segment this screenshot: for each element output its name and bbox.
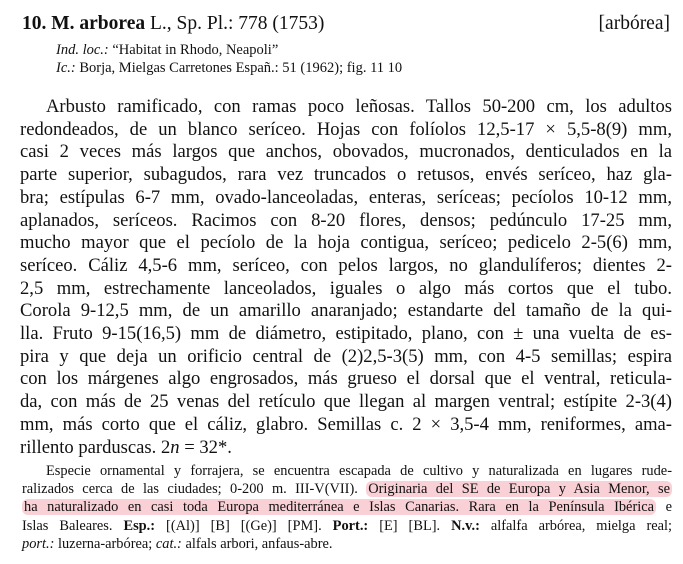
portuguese-names: luzerna-arbórea; (54, 535, 156, 552)
highlighted-text: Originaria del SE de Europa y Asia Menor, se (368, 481, 670, 498)
notes-line (22, 480, 672, 498)
type-locality (56, 41, 278, 59)
notes-line (22, 517, 672, 535)
description-line: redondeados, de un blanco seríceo. Hojas con folíolos 12,5-17 × 5,5-8(9) mm, (20, 118, 672, 140)
spain-label: Esp.: (123, 517, 156, 534)
highlighted-text: ha naturalizado en casi toda Europa mediterránea e Islas Canarias. Rara en la Península Ibérica (24, 499, 655, 516)
description-line: da, con más de 25 venas del retículo que llegan al margen ventral; estípite 2-3(4) (20, 391, 672, 413)
notes-line: Especie ornamental y forrajera, se encuentra escapada de cultivo y naturalizada en lugares rude- (46, 463, 672, 479)
description-line: rillento parduscas. (20, 436, 157, 458)
iconography-text: Borja, Mielgas Carretones Españ.: 51 (1962); fig. 11 10 (75, 60, 403, 76)
iconography (56, 59, 402, 77)
portugal-label: Port.: (332, 517, 369, 534)
description-line: casi 2 veces más largos que anchos, obovados, mucronados, denticulados en la (20, 141, 672, 163)
type-locality-label: Ind. loc.: (56, 42, 109, 58)
vernacular-name: [arbórea] (598, 13, 670, 34)
distribution-notes (22, 462, 672, 553)
spain-provinces: [(Al)] [B] [(Ge)] [PM]. (155, 517, 333, 534)
description-line: Corola 9-12,5 mm, de un amarillo anaranjado; estandarte del tamaño de la qui- (20, 300, 672, 322)
chromosome-n: n (170, 436, 180, 458)
vernacular-names-label: N.v.: (451, 517, 480, 534)
description-line: seríceo. Cáliz 4,5-6 mm, seríceo, con pelos largos, no glandulíferos; dientes 2- (20, 254, 672, 276)
description-line: mucho mayor que el pecíolo de la hoja contigua, seríceo; pedicelo 2-5(6) mm, (20, 232, 672, 254)
description-line: lla. Fruto 9-15(16,5) mm de diámetro, estipitado, plano, con ± una vuelta de es- (20, 323, 672, 345)
description-line: 2,5 mm, estrechamente lanceolados, iguales o algo más cortos que el tubo. (20, 277, 672, 299)
species-number: 10. (22, 13, 47, 34)
description-line: con los márgenes algo engrosados, más grueso el dorsal que el ventral, reticula- (20, 368, 672, 390)
type-locality-text: “Habitat in Rhodo, Neapoli” (108, 42, 279, 58)
notes-text: Islas Baleares. (22, 517, 124, 534)
description-line: pira y que deja un orificio central de (2)2,5-3(5) mm, con 4-5 semillas; espira (20, 345, 672, 367)
species-name: M. arborea (51, 13, 146, 34)
description-last-line (20, 437, 672, 460)
notes-line (22, 535, 672, 553)
catalan-label: cat.: (155, 535, 182, 552)
chromosome-prefix: 2 (156, 436, 171, 458)
vernacular-names-text: alfalfa arbórea, mielga real; (479, 517, 673, 534)
species-author-publication: L., Sp. Pl.: 778 (1753) (145, 13, 325, 34)
portuguese-label: port.: (22, 535, 55, 552)
description-line: mm, más corto que el cáliz, glabro. Semillas c. 2 × 3,5-4 mm, reniformes, ama- (20, 413, 672, 435)
notes-text: e (656, 499, 672, 516)
notes-line (22, 498, 672, 516)
description-line: aplanados, seríceos. Racimos con 8-20 flores, densos; pedúnculo 17-25 mm, (20, 209, 672, 231)
description-line: parte superior, subagudos, rara vez truncados o retusos, envés seríceo, haz gla- (20, 164, 672, 186)
species-description (20, 96, 672, 459)
species-header (22, 13, 670, 39)
catalan-names: alfals arbori, anfaus-abre. (181, 535, 333, 552)
iconography-label: Ic.: (56, 60, 76, 76)
description-line: Arbusto ramificado, con ramas poco leñosas. Tallos 50-200 cm, los adultos (46, 96, 672, 117)
chromosome-count: = 32*. (179, 436, 232, 458)
notes-text: ralizados cerca de las ciudades; 0-200 m. III-V(VII). (22, 481, 367, 498)
portugal-provinces: [E] [BL]. (368, 517, 452, 534)
description-line: bra; estípulas 6-7 mm, ovado-lanceoladas, enteras, seríceas; pecíolos 10-12 mm, (20, 186, 672, 208)
